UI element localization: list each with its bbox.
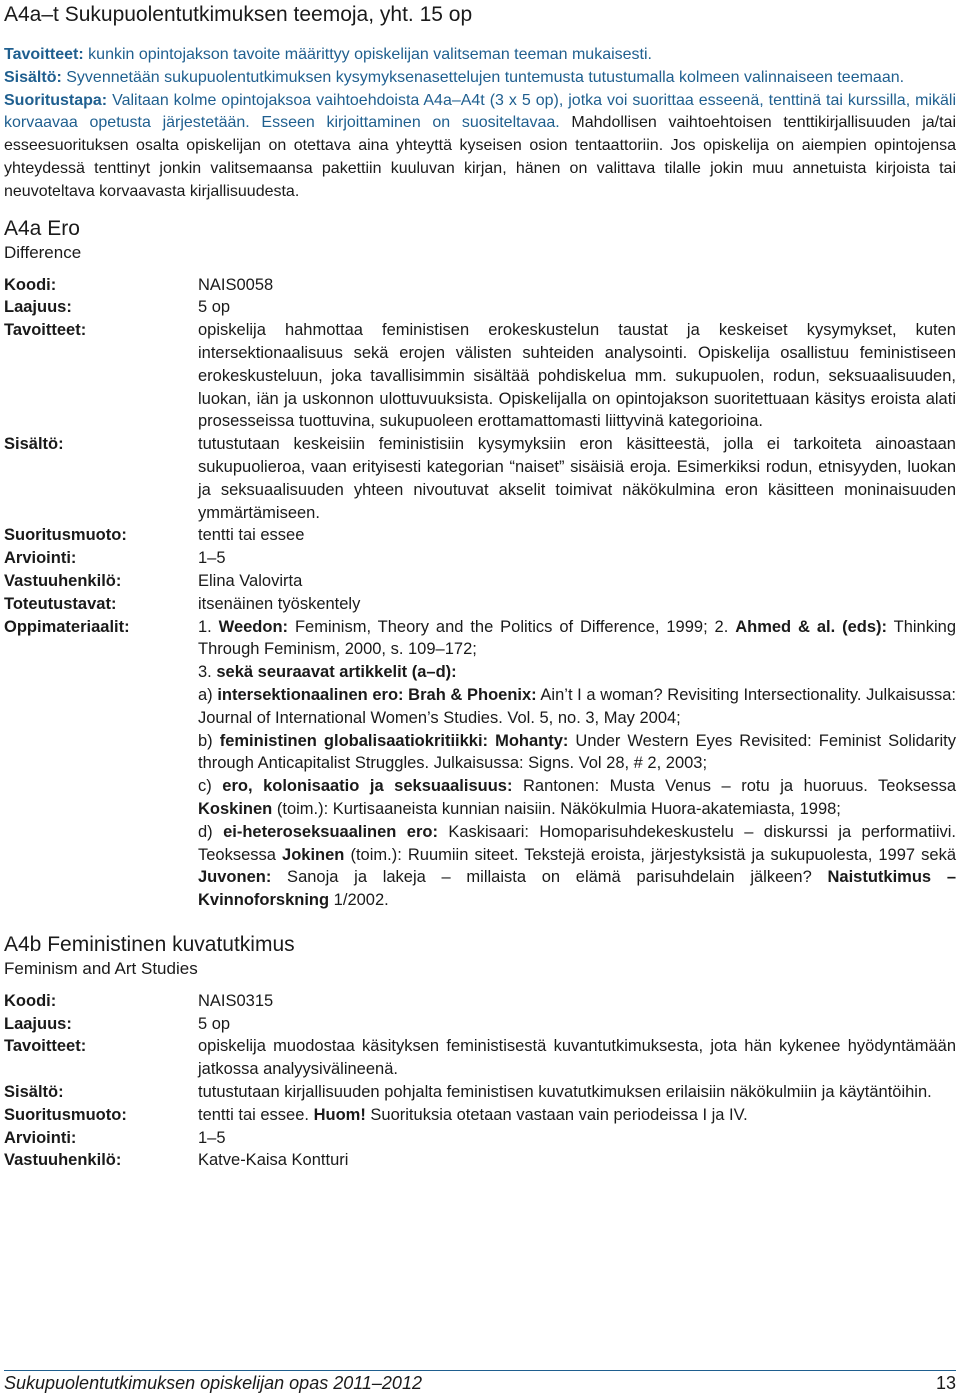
label-tavoitteet: Tavoitteet:	[4, 1037, 87, 1056]
material-author: Jokinen	[282, 845, 345, 864]
label-vastuuhenkilo: Vastuuhenkilö:	[4, 571, 122, 590]
section-b-subtitle: Feminism and Art Studies	[4, 958, 198, 978]
material-3	[198, 661, 956, 684]
material-text: Rantonen: Musta Venus – rotu ja huoruus. Teoksessa	[512, 777, 956, 796]
material-text: Kaskisaari: Homoparisuhdekeskustelu – diskurssi ja performatiivi. Teoksessa	[198, 822, 956, 864]
section-a-rows	[4, 274, 956, 912]
label-suoritusmuoto: Suoritusmuoto:	[4, 1105, 127, 1124]
label-tavoitteet: Tavoitteet:	[4, 321, 87, 340]
label-suoritusmuoto: Suoritusmuoto:	[4, 526, 127, 545]
value-vastuuhenkilo: Elina Valovirta	[198, 571, 303, 590]
intro-suoritustapa-label: Suoritustapa:	[4, 91, 108, 109]
row-koodi	[4, 274, 956, 297]
row-vastuuhenkilo	[4, 570, 956, 593]
section-b-title: A4b Feministinen kuvatutkimus	[4, 932, 295, 956]
material-letter: b)	[198, 731, 220, 750]
page-footer	[4, 1370, 956, 1394]
label-laajuus: Laajuus:	[4, 298, 72, 317]
value-vastuuhenkilo: Katve-Kaisa Kontturi	[198, 1151, 349, 1170]
value-oppimateriaalit	[198, 616, 956, 912]
material-text: Ain’t I a woman? Revisiting Intersectionality. Julkaisussa: Journal of International Women’s Studies. Vol. 5, no. 3, May 2004;	[198, 685, 956, 727]
label-arviointi: Arviointi:	[4, 549, 77, 568]
material-1-2	[198, 616, 956, 662]
label-koodi: Koodi:	[4, 991, 57, 1010]
row-toteutustavat	[4, 593, 956, 616]
material-letter: d)	[198, 822, 224, 841]
material-c	[198, 775, 956, 821]
material-topic: ero, kolonisaatio ja seksuaalisuus:	[222, 777, 513, 796]
label-vastuuhenkilo: Vastuuhenkilö:	[4, 1151, 122, 1170]
material-letter: c)	[198, 777, 223, 796]
section-a-title: A4a Ero	[4, 216, 80, 240]
row-arviointi	[4, 1127, 956, 1150]
intro-sisalto-text: Syvennetään sukupuolentutkimuksen kysymyksenasettelujen tuntemusta tutustumalla kolmeen valinnaiseen teemaan.	[61, 68, 905, 86]
value-koodi: NAIS0315	[198, 991, 274, 1010]
intro-tavoitteet-label: Tavoitteet:	[4, 46, 84, 63]
material-text: Under Western Eyes Revisited: Feminist Solidarity through Anticapitalist Struggles. Julkaisussa: Signs. Vol 28, # 2, 2003;	[198, 731, 956, 773]
material-text: Sanoja ja lakeja – millaista on elämä parisuhdelain jälkeen?	[271, 868, 828, 887]
material-a	[198, 684, 956, 730]
material-topic: intersektionaalinen ero: Brah & Phoenix:	[217, 685, 537, 704]
material-b	[198, 730, 956, 776]
material-author: Juvonen:	[198, 868, 272, 887]
row-vastuuhenkilo	[4, 1149, 956, 1172]
intro-rest-text: Mahdollisen vaihtoehtoisen tenttikirjallisuuden ja/tai esseesuorituksen osalta opiskelijan on otettava aina yhteyttä kyseisen osion tentaattoriin. Jos opiskelija on aiempien opintojensa yhteydessä tenttinyt jonkin valitsemaansa pakettiin kuuluvan kirjan, hänen on valittava tilalle jokin muu annetuista kirjoista tai neuvoteltava korvaavasta kirjallisuudesta.	[4, 114, 957, 200]
section-b-rows	[4, 990, 956, 1172]
intro-sisalto-label: Sisältö:	[4, 68, 62, 86]
value-tavoitteet: opiskelija muodostaa käsityksen feministisestä kuvantutkimuksesta, jota hän kykenee hyödyntämään jatkossa analyysivälineenä.	[198, 1037, 956, 1079]
suoritusmuoto-text: Suorituksia otetaan vastaan vain periodeissa I ja IV.	[365, 1105, 748, 1124]
value-sisalto: tutustutaan kirjallisuuden pohjalta feministisen kuvatutkimuksen erilaisiin näkökulmiin ja käytäntöihin.	[198, 1083, 932, 1102]
row-suoritusmuoto	[4, 524, 956, 547]
label-sisalto: Sisältö:	[4, 435, 64, 454]
material-text: Thinking Through Feminism, 2000, s. 109–172;	[198, 617, 956, 659]
material-topic: feministinen globalisaatiokritiikki: Mohanty:	[219, 731, 569, 750]
material-author: Ahmed & al. (eds):	[735, 617, 888, 636]
material-text: (toim.): Kurtisaaneista kunnian naisiin. Näkökulmia Huora-akatemiasta, 1998;	[272, 799, 841, 818]
section-a-subtitle: Difference	[4, 242, 82, 262]
label-sisalto: Sisältö:	[4, 1083, 64, 1102]
intro-block	[4, 44, 956, 204]
material-journal: Naistutkimus – Kvinnoforskning	[198, 868, 956, 910]
material-topic: ei-heteroseksuaalinen ero:	[223, 822, 438, 841]
material-text: Feminism, Theory and the Politics of Difference, 1999; 2.	[288, 617, 736, 636]
row-sisalto	[4, 1081, 956, 1104]
value-suoritusmuoto: tentti tai essee	[198, 526, 305, 545]
value-toteutustavat: itsenäinen työskentely	[198, 594, 361, 613]
value-sisalto: tutustutaan keskeisiin feministisiin kysymyksiin eron käsitteestä, jolla ei tarkoiteta ainoastaan sukupuolieroa, vaan erityisesti kategorian “naiset” sisäisiä eroja. Esimerkiksi rodun, etnisyyden, luokan ja seksuaalisuuden yhteen nivoutuvat akselit toimivat näkökulmina eron käsitteen moninaisuuden ymmärtämiseen.	[198, 435, 956, 522]
suoritusmuoto-note: Huom!	[313, 1105, 366, 1124]
page	[4, 0, 956, 1172]
section-a4b	[4, 932, 956, 1172]
material-heading: sekä seuraavat artikkelit (a–d):	[216, 663, 457, 682]
label-toteutustavat: Toteutustavat:	[4, 594, 117, 613]
row-laajuus	[4, 296, 956, 319]
material-author: Koskinen	[198, 799, 273, 818]
material-text: 1/2002.	[329, 891, 389, 910]
value-arviointi: 1–5	[198, 1128, 226, 1147]
label-oppimateriaalit: Oppimateriaalit:	[4, 617, 130, 636]
material-d	[198, 821, 956, 912]
row-suoritusmuoto	[4, 1104, 956, 1127]
row-tavoitteet	[4, 1035, 956, 1081]
material-num: 3.	[198, 663, 217, 682]
intro-suoritustapa-text: Valitaan kolme opintojaksoa vaihtoehdoista A4a–A4t (3 x 5 op), jotka voi suorittaa esseenä, tenttinä tai kurssilla, mikäli korvaavaa opetusta järjestetään. Esseen kirjoittaminen on suositeltavaa.	[4, 91, 956, 132]
page-number: 13	[935, 1373, 956, 1393]
material-author: Weedon:	[218, 617, 289, 636]
value-tavoitteet: opiskelija hahmottaa feministisen erokeskustelun taustat ja keskeiset kysymykset, kuten intersektionaalisuus sekä erojen välisten suhteiden analysointi. Opiskelija osallistuu feministiseen erokeskusteluun, joka tavallisimmin sisältää pohdiskelua mm. sukupuolen, rodun, seksuaalisuuden, luokan, iän ja uskonnon ulottuvuuksista. Opiskelijalla on opintojakson suoritettuaan käsitys eroista alati prosesseissa tuottuvina, sukupuoleen erottamattomasti liittyvinä kategorioina.	[198, 321, 956, 431]
row-oppimateriaalit	[4, 616, 956, 912]
value-koodi: NAIS0058	[198, 275, 274, 294]
page-title: A4a–t Sukupuolentutkimuksen teemoja, yht. 15 op	[4, 3, 473, 26]
suoritusmuoto-text: tentti tai essee.	[198, 1105, 314, 1124]
material-num: 1.	[198, 617, 219, 636]
value-laajuus: 5 op	[198, 298, 231, 317]
material-text: (toim.): Ruumiin siteet. Tekstejä eroista, järjestyksistä ja sukupuolesta, 1997 sekä	[344, 845, 956, 864]
row-sisalto	[4, 433, 956, 524]
label-laajuus: Laajuus:	[4, 1014, 72, 1033]
value-arviointi: 1–5	[198, 549, 226, 568]
row-laajuus	[4, 1013, 956, 1036]
material-letter: a)	[198, 685, 218, 704]
value-laajuus: 5 op	[198, 1014, 231, 1033]
value-suoritusmuoto	[198, 1104, 956, 1127]
row-tavoitteet	[4, 319, 956, 433]
label-koodi: Koodi:	[4, 275, 57, 294]
section-a4a	[4, 216, 956, 912]
row-arviointi	[4, 547, 956, 570]
intro-tavoitteet-text: kunkin opintojakson tavoite määrittyy opiskelijan valitseman teeman mukaisesti.	[83, 46, 652, 63]
intro-paragraph	[4, 44, 956, 204]
label-arviointi: Arviointi:	[4, 1128, 77, 1147]
row-koodi	[4, 990, 956, 1013]
footer-text: Sukupuolentutkimuksen opiskelijan opas 2011–2012	[4, 1373, 422, 1393]
